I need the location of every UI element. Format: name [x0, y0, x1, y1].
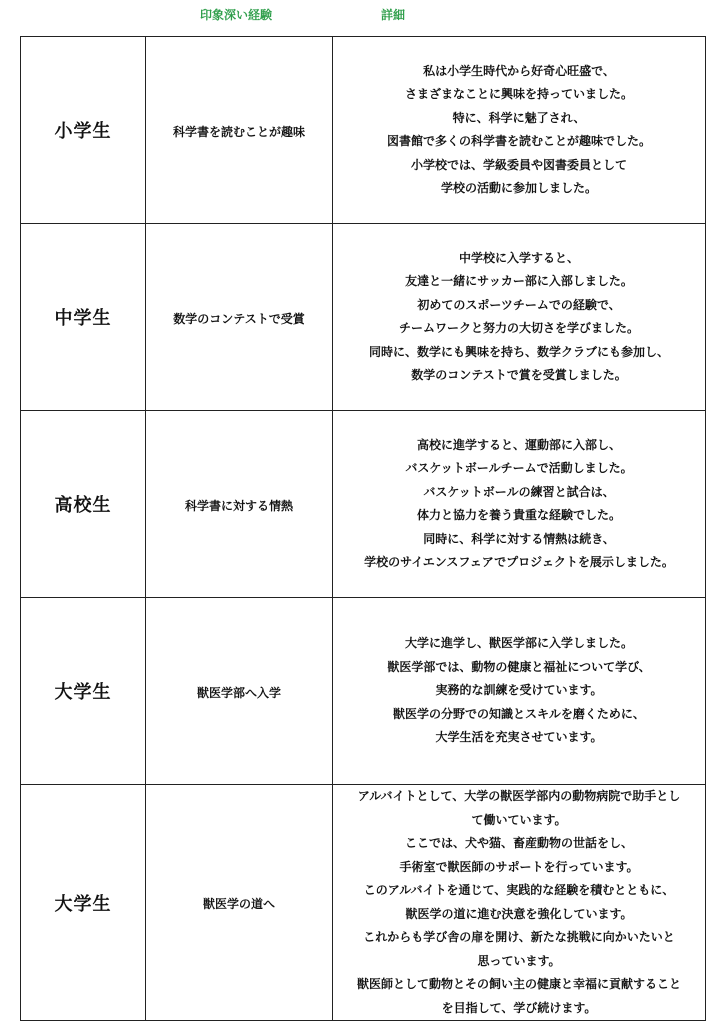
impressive-experience-header: 印象深い経験 [200, 8, 273, 22]
table-row [21, 224, 706, 411]
experience-label: 科学書に対する情熱 [184, 498, 293, 513]
column-header-row [0, 0, 724, 36]
detail-line: バスケットボールチームで活動しました。 [405, 461, 633, 475]
table-row [21, 411, 706, 598]
detail-header: 詳細 [381, 8, 406, 22]
detail-line: 思っています。 [477, 953, 561, 968]
detail-line: 大学に進学し、獣医学部に入学しました。 [404, 636, 633, 651]
detail-line: 図書館で多くの科学書を読むことが趣味でした。 [386, 134, 651, 148]
stage-cell [21, 224, 146, 411]
experience-cell [146, 224, 333, 411]
detail-line: 小学校では、学級委員や図書委員として [410, 157, 627, 172]
stage-label: 高校生 [54, 495, 112, 516]
stage-cell [21, 37, 146, 224]
table-row [21, 598, 706, 785]
detail-line: 数学のコンテストで賞を受賞しました。 [411, 368, 627, 382]
detail-line: て働いています。 [471, 812, 567, 827]
detail-line: 学校の活動に参加しました。 [440, 181, 597, 195]
detail-line: これからも学び舎の扉を開け、新たな挑戦に向かいたいと [363, 930, 675, 944]
life-timeline-table [20, 36, 706, 1021]
detail-line: ここでは、犬や猫、畜産動物の世話をし、 [404, 836, 633, 850]
detail-line: チームワークと努力の大切さを学びました。 [398, 321, 639, 335]
detail-text [333, 247, 705, 388]
detail-text [333, 434, 705, 575]
stage-label: 小学生 [54, 121, 112, 142]
detail-line: 獣医学部では、動物の健康と福祉について学び、 [387, 659, 651, 674]
detail-text [333, 785, 705, 1020]
detail-line: 初めてのスポーツチームでの経験で、 [417, 297, 621, 312]
detail-cell [333, 598, 706, 785]
detail-line: 同時に、科学に対する情熱は続き、 [423, 531, 615, 546]
experience-label: 獣医学部へ入学 [196, 685, 281, 700]
detail-cell [333, 224, 706, 411]
experience-cell [146, 37, 333, 224]
detail-line: 友達と一緒にサッカー部に入部しました。 [405, 274, 633, 288]
experience-label: 科学書を読むことが趣味 [172, 124, 305, 139]
detail-line: 獣医師として動物とその飼い主の健康と幸福に貢献すること [356, 977, 681, 991]
detail-line: 実務的な訓練を受けています。 [435, 683, 603, 698]
table-row [21, 785, 706, 1021]
detail-line: 獣医学の道に進む決意を強化しています。 [405, 906, 633, 921]
stage-cell [21, 785, 146, 1021]
experience-cell [146, 411, 333, 598]
detail-line: 手術室で獣医師のサポートを行っています。 [399, 859, 639, 874]
detail-line: さまざまなことに興味を持っていました。 [404, 87, 633, 101]
detail-line: このアルバイトを通じて、実践的な経験を積むとともに、 [363, 883, 675, 897]
detail-line: 高校に進学すると、運動部に入部し、 [416, 437, 621, 452]
detail-text [333, 632, 705, 750]
detail-line: 同時に、数学にも興味を持ち、数学クラブにも参加し、 [368, 344, 669, 359]
stage-label: 中学生 [54, 308, 112, 329]
detail-line: 中学校に入学すると、 [458, 250, 579, 265]
detail-line: を目指して、学び続けます。 [441, 1000, 597, 1015]
detail-line: 体力と協力を養う貴重な経験でした。 [416, 508, 621, 522]
detail-cell [333, 411, 706, 598]
detail-line: 学校のサイエンスフェアでプロジェクトを展示しました。 [364, 555, 674, 569]
stage-label: 大学生 [54, 682, 112, 703]
stage-label: 大学生 [54, 893, 112, 915]
experience-cell [146, 785, 333, 1021]
detail-line: 特に、科学に魅了され、 [452, 110, 586, 125]
detail-line: 私は小学生時代から好奇心旺盛で、 [423, 63, 615, 78]
experience-label: 獣医学の道へ [202, 897, 275, 911]
stage-cell [21, 411, 146, 598]
detail-line: 獣医学の分野での知識とスキルを磨くために、 [393, 706, 645, 721]
stage-cell [21, 598, 146, 785]
experience-label: 数学のコンテストで受賞 [173, 311, 305, 326]
detail-cell [333, 785, 706, 1021]
detail-line: バスケットボールの練習と試合は、 [423, 484, 615, 499]
experience-cell [146, 598, 333, 785]
detail-line: 大学生活を充実させています。 [435, 730, 603, 745]
detail-line: アルバイトとして、大学の獣医学部内の動物病院で助手とし [357, 789, 681, 803]
detail-cell [333, 37, 706, 224]
table-row [21, 37, 706, 224]
detail-text [333, 60, 705, 201]
